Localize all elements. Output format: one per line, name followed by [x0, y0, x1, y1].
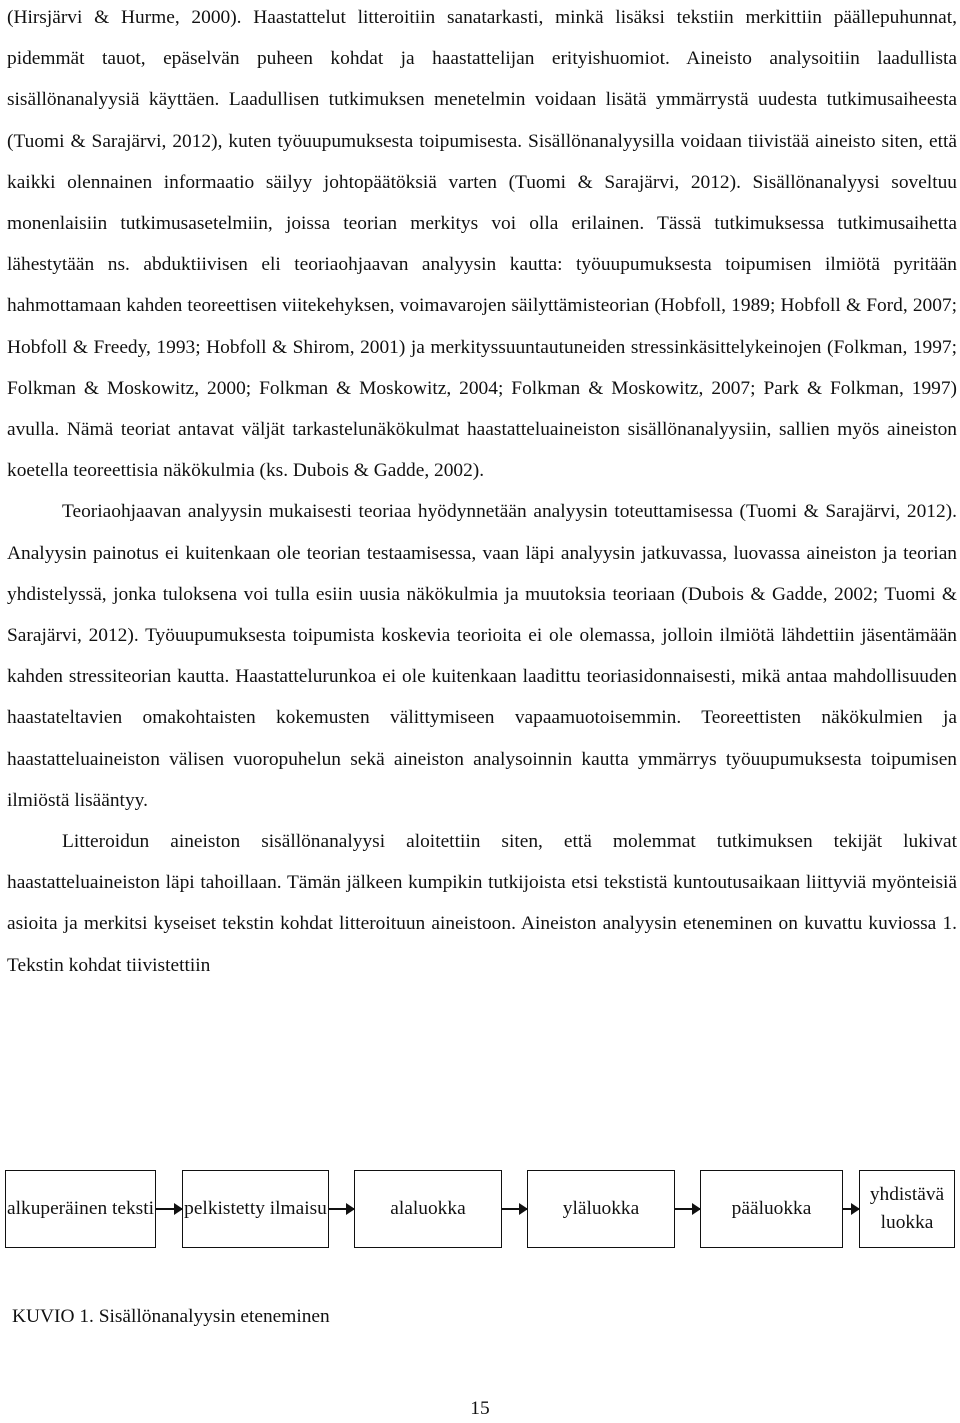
flow-arrow	[156, 1208, 182, 1210]
flow-arrow	[675, 1208, 700, 1210]
flow-arrow	[329, 1208, 354, 1210]
flow-step-alkuperainen-teksti: alkuperäinen teksti	[5, 1170, 156, 1248]
paragraph: (Hirsjärvi & Hurme, 2000). Haastattelut litteroitiin sanatarkasti, minkä lisäksi tekstiin merkittiin päällepuhunnat, pidemmät tauot, epäselvän puheen kohdat ja haastattelijan erityishuomiot. Aineisto analysoitiin laadullista sisällönanalyysiä käyttäen. Laadullisen tutkimuksen menetelmin voidaan lisätä ymmärrystä uudesta tutkimusaiheesta (Tuomi & Sarajärvi, 2012), kuten työuupumuksesta toipumisesta. Sisällönanalyysilla voidaan tiivistää aineisto siten, että kaikki olennainen informaatio säilyy johtopäätöksiä varten (Tuomi & Sarajärvi, 2012). Sisällönanalyysi soveltuu monenlaisiin tutkimusasetelmiin, joissa teorian merkitys voi olla erilainen. Tässä tutkimuksessa tutkimusaihetta lähestytään ns. abduktiivisen eli teoriaohjaavan analyysin kautta: työuupumuksesta toipumisen ilmiötä pyritään hahmottamaan kahden teoreettisen viitekehyksen, voimavarojen säilyttämisteorian (Hobfoll, 1989; Hobfoll & Ford, 2007; Hobfoll & Freedy, 1993; Hobfoll & Shirom, 2001) ja merkityssuuntautuneiden stressinkäsittelykeinojen (Folkman, 1997; Folkman & Moskowitz, 2000; Folkman & Moskowitz, 2004; Folkman & Moskowitz, 2007; Park & Folkman, 1997) avulla. Nämä teoriat antavat väljät tarkastelunäkökulmat haastatteluaineiston sisällönanalyysiin, sallien myös aineiston koetella teoreettisia näkökulmia (ks. Dubois & Gadde, 2002).	[7, 7, 957, 482]
flow-step-alaluokka: alaluokka	[354, 1170, 502, 1248]
figure-caption: KUVIO 1. Sisällönanalyysin eteneminen	[12, 1306, 330, 1327]
content-analysis-flow-diagram	[0, 1170, 960, 1250]
flow-arrow	[502, 1208, 527, 1210]
flow-step-ylaluokka: yläluokka	[527, 1170, 675, 1248]
flow-arrow	[843, 1208, 859, 1210]
flow-step-paaluokka: pääluokka	[700, 1170, 843, 1248]
page-number: 15	[470, 1398, 490, 1419]
paragraph: Teoriaohjaavan analyysin mukaisesti teoriaa hyödynnetään analyysin toteuttamisessa (Tuomi & Sarajärvi, 2012). Analyysin painotus ei kuitenkaan ole teorian testaamisessa, vaan läpi analyysin jatkuvassa, luovassa aineiston ja teorian yhdistelyssä, jonka tuloksena voi tulla esiin uusia näkökulmia ja muutoksia teoriaan (Dubois & Gadde, 2002; Tuomi & Sarajärvi, 2012). Työuupumuksesta toipumista koskevia teorioita ei ole olemassa, jolloin ilmiötä lähdettiin jäsentämään kahden stressiteorian kautta. Haastattelurunkoa ei ole kuitenkaan laadittu teoriasidonnaisesti, mikä antaa mahdollisuuden haastateltavien omakohtaisten kokemusten välittymiseen vapaamuotoisemmin. Teoreettisten näkökulmien ja haastatteluaineiston välisen vuoropuhelun sekä aineiston analysoinnin kautta ymmärrys työuupumuksesta toipumisen ilmiöstä lisääntyy.	[7, 501, 957, 811]
flow-step-yhdistava-luokka: yhdistävä luokka	[859, 1170, 955, 1248]
document-page	[7, 0, 957, 986]
flow-step-pelkistetty-ilmaisu: pelkistetty ilmaisu	[182, 1170, 329, 1248]
paragraph: Litteroidun aineiston sisällönanalyysi aloitettiin siten, että molemmat tutkimuksen tekijät lukivat haastatteluaineiston läpi tahoillaan. Tämän jälkeen kumpikin tutkijoista etsi tekstistä kuntoutusaikaan liittyviä myönteisiä asioita ja merkitsi kyseiset tekstin kohdat litteroituun aineistoon. Aineiston analyysin eteneminen on kuvattu kuviossa 1. Tekstin kohdat tiivistettiin	[7, 831, 957, 976]
